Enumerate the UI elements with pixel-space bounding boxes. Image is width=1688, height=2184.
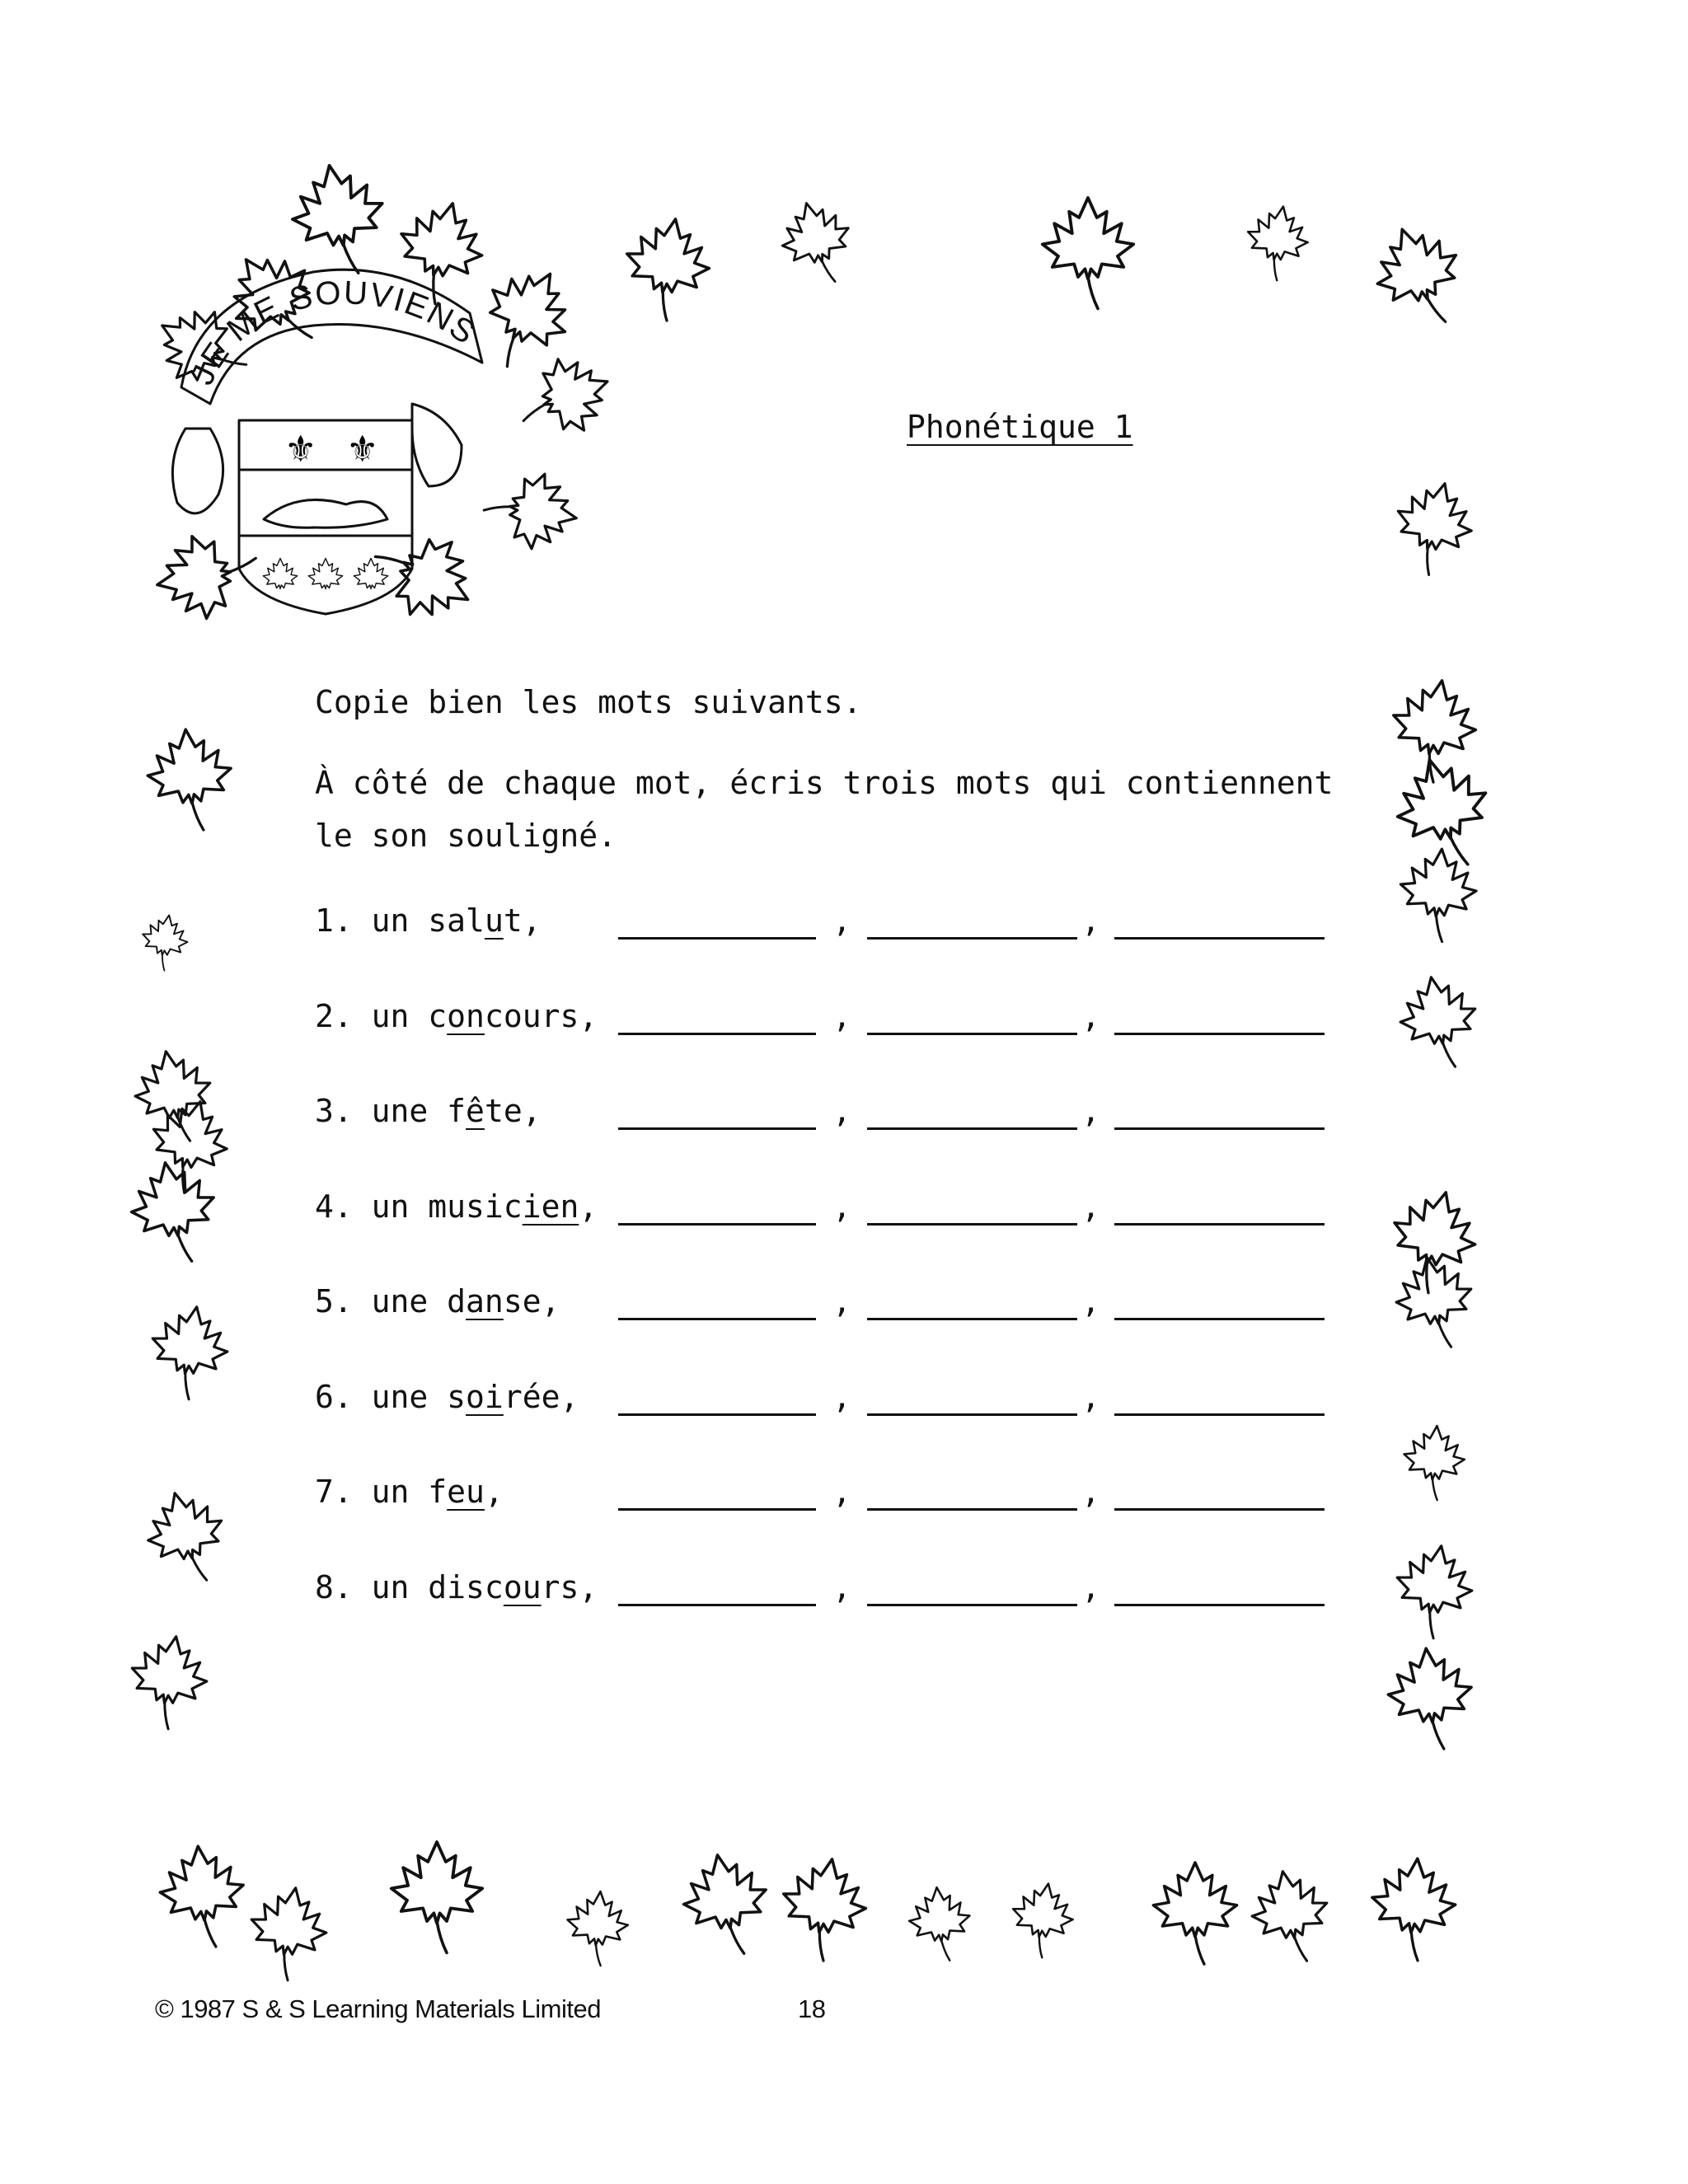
item-word [315,998,598,1034]
instruction-copy: Copie bien les mots suivants. [315,684,862,720]
maple-leaf-icon [242,1882,333,1985]
word-prefix: un f [371,1474,448,1510]
item-number: 1. [315,902,353,939]
item-number: 7. [315,1474,353,1510]
blank-separator: , [1081,1283,1100,1319]
lion-icon [264,499,387,527]
blank-separator: , [832,1474,851,1510]
answer-blank-1[interactable] [618,1223,816,1226]
maple-leaf-icon [1390,1251,1480,1355]
exercise-item [315,1093,1345,1151]
blank-separator: , [1081,997,1100,1034]
crest-maple-leaf-icon [354,559,387,589]
crest-scroll-right [412,404,462,486]
answer-blank-3[interactable] [1114,1033,1325,1035]
exercise-item [315,998,1345,1056]
maple-leaf-icon [123,1630,213,1734]
maple-leaf-icon [617,212,716,326]
item-word [315,1569,598,1605]
maple-leaf-icon [1396,846,1479,944]
answer-blank-3[interactable] [1114,1127,1325,1130]
instruction-find-words: À côté de chaque mot, écris trois mots qui contiennent le son souligné. [315,765,1334,854]
maple-leaf-icon [150,526,265,626]
maple-leaf-icon [124,1155,224,1270]
maple-leaf-icon [773,1852,873,1966]
maple-leaf-icon [1240,201,1313,284]
word-prefix: une f [371,1093,467,1129]
underlined-sound: ien [522,1188,579,1225]
maple-leaf-icon [1394,971,1484,1075]
maple-leaf-icon [137,912,191,974]
maple-leaf-icon [907,1885,973,1964]
answer-blank-1[interactable] [618,1127,816,1130]
blank-separator: , [832,997,851,1034]
blank-separator: , [1081,1568,1100,1605]
item-word [315,1093,542,1129]
word-prefix: un sal [371,902,485,939]
maple-leaf-icon [1006,1878,1078,1961]
item-number: 3. [315,1093,353,1129]
underlined-sound: u [484,902,504,939]
maple-leaf-icon [157,1843,249,1952]
fleur-de-lis-icon: ⚜ [346,429,379,471]
maple-leaf-icon [392,1842,482,1952]
page-number: 18 [798,1994,826,2023]
item-number: 4. [315,1188,353,1225]
underlined-sound: ou [503,1568,542,1605]
blank-separator: , [832,1283,851,1319]
underlined-sound: an [466,1283,504,1319]
word-suffix: se, [503,1283,560,1319]
maple-leaf-icon [1388,1540,1479,1643]
word-prefix: une d [371,1283,467,1319]
item-word [315,1379,579,1415]
word-suffix: cours, [484,997,598,1034]
answer-blank-2[interactable] [867,1413,1077,1416]
crest-scroll-left [172,429,223,513]
exercise-item [315,1188,1345,1246]
underlined-sound: ê [466,1093,485,1129]
blank-separator: , [1081,1378,1100,1415]
crest-maple-leaf-icon [308,559,342,589]
answer-blank-3[interactable] [1114,1223,1325,1226]
exercise-item [315,1569,1345,1627]
maple-leaf-icon [144,726,237,835]
blank-separator: , [832,902,851,939]
maple-leaf-icon [140,1092,237,1201]
answer-blank-1[interactable] [618,1318,816,1320]
blank-separator: , [1081,1093,1100,1129]
answer-blank-1[interactable] [618,1508,816,1511]
underlined-sound: on [447,997,485,1034]
maple-leaf-icon [508,346,621,449]
item-word [315,1474,504,1510]
exercise-item [315,902,1345,960]
item-word [315,1283,560,1319]
fleur-de-lis-icon: ⚜ [284,429,317,471]
crest-motto: JE ME SOUVIENS [184,274,483,391]
blank-separator: , [1081,1188,1100,1225]
word-prefix: un music [371,1188,523,1225]
exercise-item [315,1474,1345,1531]
exercise-item [315,1283,1345,1341]
answer-blank-3[interactable] [1114,1413,1325,1416]
word-suffix: , [579,1188,598,1225]
answer-blank-2[interactable] [867,937,1077,940]
word-suffix: rée, [503,1378,579,1415]
blank-separator: , [832,1093,851,1129]
answer-blank-3[interactable] [1114,1604,1325,1606]
page-title: Phonétique 1 [907,409,1133,445]
maple-leaf-icon [359,513,489,635]
blank-separator: , [832,1568,851,1605]
blank-separator: , [832,1188,851,1225]
maple-leaf-icon [1386,748,1502,879]
answer-blank-2[interactable] [867,1318,1077,1320]
answer-blank-2[interactable] [867,1604,1077,1606]
answer-blank-2[interactable] [867,1508,1077,1511]
crest-maple-leaf-icon [263,559,297,589]
maple-leaf-icon [138,1483,236,1592]
maple-leaf-icon [1385,474,1482,583]
maple-leaf-icon [773,194,860,293]
maple-leaf-icon [1043,198,1133,308]
maple-leaf-icon [1153,1863,1236,1964]
maple-leaf-icon [284,157,393,283]
word-suffix: , [484,1474,504,1510]
maple-leaf-icon [564,1889,631,1968]
item-word [315,902,542,939]
answer-blank-1[interactable] [618,1413,816,1416]
answer-blank-3[interactable] [1114,1508,1325,1511]
maple-leaf-icon [1245,1865,1336,1969]
word-suffix: rs, [541,1568,598,1605]
answer-blank-1[interactable] [618,937,816,940]
maple-leaf-icon [143,1301,234,1404]
item-number: 6. [315,1378,353,1415]
word-prefix: une s [371,1378,467,1415]
exercise-item [315,1379,1345,1436]
underlined-sound: oi [466,1378,504,1415]
maple-leaf-icon [677,1848,776,1962]
answer-blank-1[interactable] [618,1033,816,1035]
maple-leaf-icon [1367,1855,1460,1964]
maple-leaf-icon [479,465,583,555]
answer-blank-3[interactable] [1114,1318,1325,1320]
word-prefix: un c [371,997,448,1034]
word-suffix: te, [484,1093,542,1129]
maple-leaf-icon [1379,1182,1486,1301]
maple-leaf-icon [1385,1645,1477,1754]
word-suffix: t, [503,902,542,939]
svg-text:JE ME SOUVIENS [184,274,483,390]
word-prefix: un disc [371,1568,504,1605]
answer-blank-2[interactable] [867,1127,1077,1130]
copyright-notice: © 1987 S & S Learning Materials Limited [155,1994,601,2023]
item-number: 2. [315,997,353,1034]
blank-separator: , [1081,1474,1100,1510]
blank-separator: , [1081,902,1100,939]
item-number: 5. [315,1283,353,1319]
answer-blank-1[interactable] [618,1604,816,1606]
underlined-sound: eu [447,1474,485,1510]
maple-leaf-icon [1400,1423,1467,1502]
answer-blank-2[interactable] [867,1033,1077,1035]
blank-separator: , [832,1378,851,1415]
item-word [315,1188,598,1225]
item-number: 8. [315,1568,353,1605]
maple-leaf-icon [1383,673,1483,788]
answer-blank-3[interactable] [1114,937,1325,940]
maple-leaf-icon [1363,215,1476,339]
answer-blank-2[interactable] [867,1223,1077,1226]
